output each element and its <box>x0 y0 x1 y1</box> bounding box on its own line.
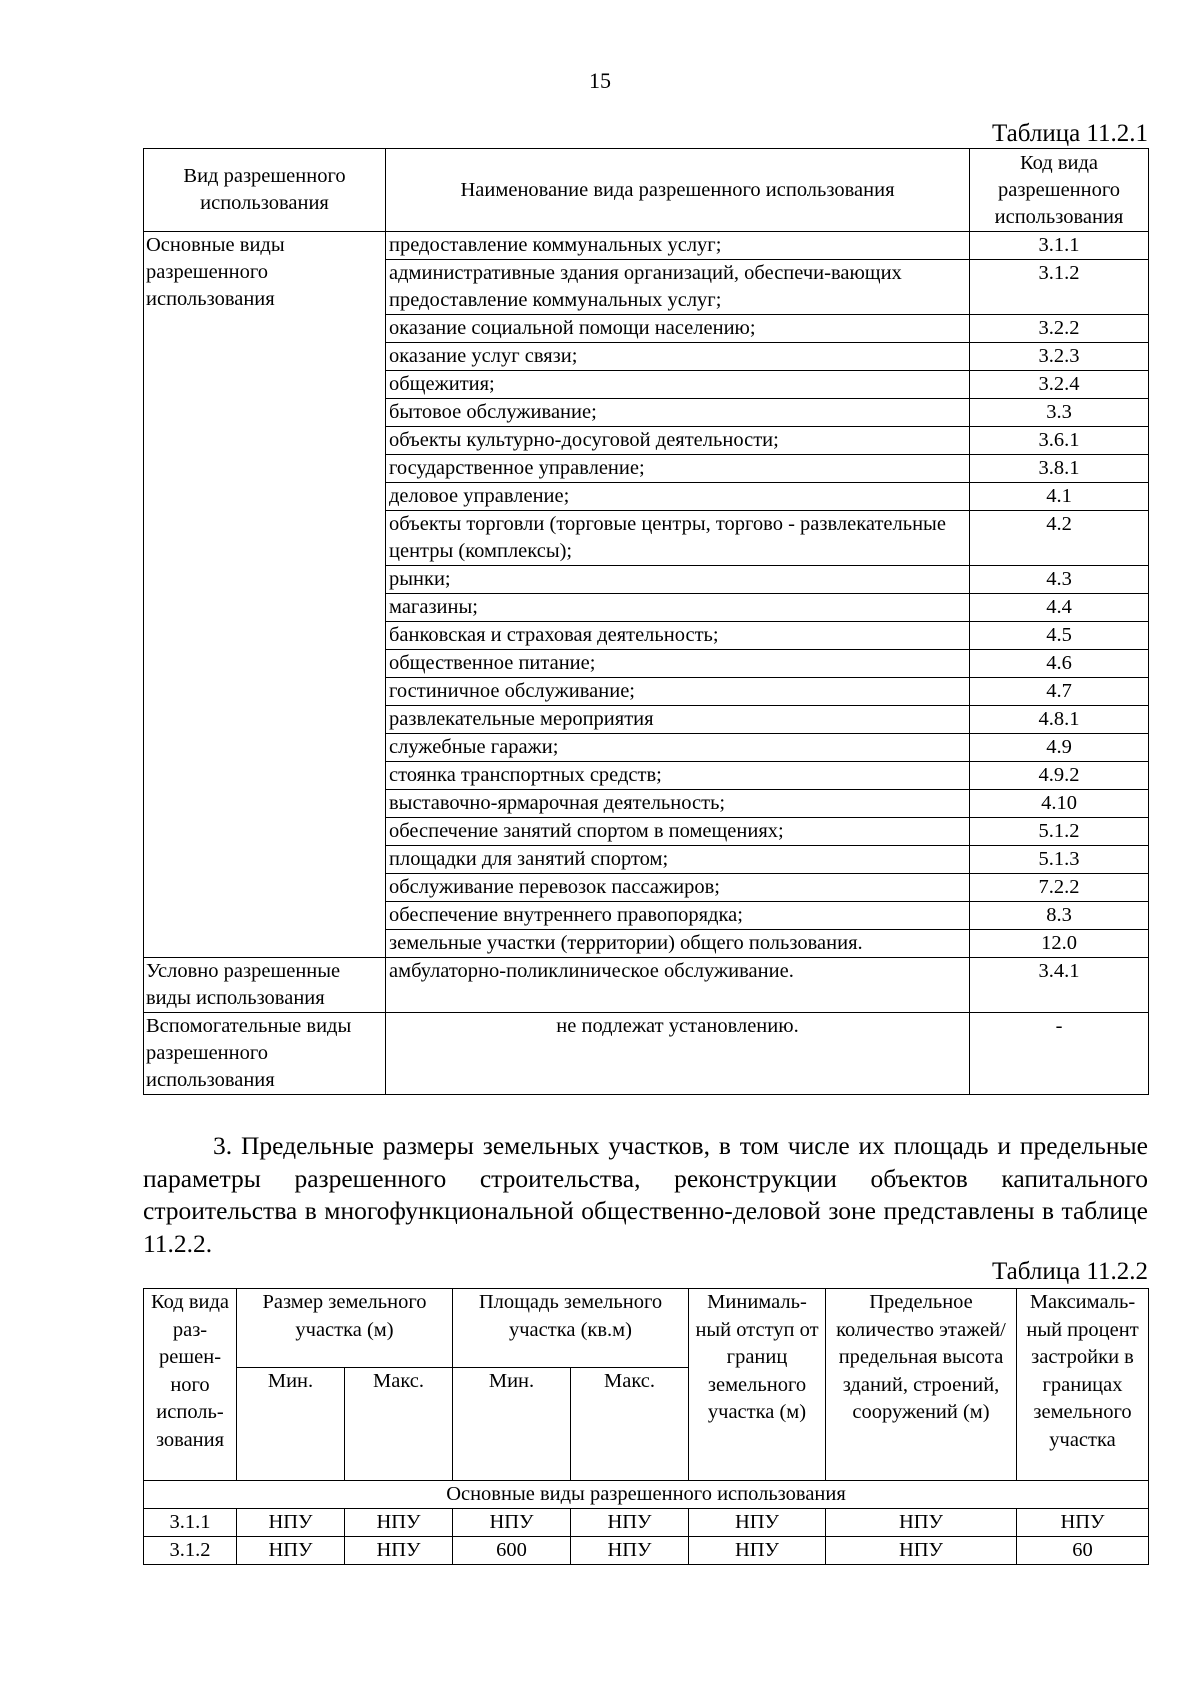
header-area-max: Макс. <box>571 1368 689 1481</box>
use-code: 4.3 <box>970 566 1149 594</box>
use-code: 3.1.1 <box>970 232 1149 260</box>
cell-code: 3.1.2 <box>144 1537 237 1565</box>
header-use-name: Наименование вида разрешенного использования <box>386 149 970 232</box>
cell-percent: НПУ <box>1017 1509 1149 1537</box>
header-floors: Предельное количество этажей/ предельная высота зданий, строений, сооружений (м) <box>826 1289 1017 1481</box>
use-code: 3.6.1 <box>970 427 1149 455</box>
plot-parameters-table <box>143 1288 1149 1565</box>
header-use-type: Вид разрешенного использования <box>144 149 386 232</box>
use-name: развлекательные мероприятия <box>386 706 970 734</box>
page-number: 15 <box>589 68 611 93</box>
header-min-offset: Минималь-ный отступ от границ земельного участка (м) <box>689 1289 826 1481</box>
use-code: 4.9.2 <box>970 762 1149 790</box>
use-code: 12.0 <box>970 930 1149 958</box>
use-code: 4.6 <box>970 650 1149 678</box>
use-code: 4.1 <box>970 483 1149 511</box>
table-row <box>144 1013 1149 1095</box>
use-name: общественное питание; <box>386 650 970 678</box>
cell-size-min: НПУ <box>237 1509 345 1537</box>
header-use-code: Код вида разрешенного использования <box>970 149 1149 232</box>
permitted-use-table <box>143 148 1149 1095</box>
cell-offset: НПУ <box>689 1509 826 1537</box>
use-name: объекты культурно-досуговой деятельности; <box>386 427 970 455</box>
table-2-caption: Таблица 11.2.2 <box>992 1258 1148 1285</box>
use-name: бытовое обслуживание; <box>386 399 970 427</box>
use-name: административные здания организаций, обеспечи-вающих предоставление коммунальных услуг; <box>386 260 970 315</box>
use-code: 5.1.3 <box>970 846 1149 874</box>
use-code: 3.2.2 <box>970 315 1149 343</box>
use-name: общежития; <box>386 371 970 399</box>
cell-floors: НПУ <box>826 1537 1017 1565</box>
use-code: 4.7 <box>970 678 1149 706</box>
header-max-percent: Максималь-ный процент застройки в границах земельного участка <box>1017 1289 1149 1481</box>
cell-offset: НПУ <box>689 1537 826 1565</box>
use-code: 4.2 <box>970 511 1149 566</box>
use-name: оказание социальной помощи населению; <box>386 315 970 343</box>
section-row <box>144 1481 1149 1509</box>
use-code: 5.1.2 <box>970 818 1149 846</box>
table-row <box>144 1537 1149 1565</box>
header-area-min: Мин. <box>453 1368 571 1481</box>
use-code: 7.2.2 <box>970 874 1149 902</box>
use-code: 3.1.2 <box>970 260 1149 315</box>
paragraph-3: 3. Предельные размеры земельных участков, в том числе их площадь и предельные параметры разрешенного строительства, реконструкции объектов капитального строительства в многофункциональной общественно-деловой зоне представлены в таблице 11.2.2. <box>143 1131 1148 1258</box>
use-category: Вспомогательные виды разрешенного использования <box>144 1013 386 1095</box>
use-name: обеспечение внутреннего правопорядка; <box>386 902 970 930</box>
use-name: предоставление коммунальных услуг; <box>386 232 970 260</box>
use-code: 3.2.4 <box>970 371 1149 399</box>
table-row <box>144 958 1149 1013</box>
use-category: Условно разрешенные виды использования <box>144 958 386 1013</box>
use-name: земельные участки (территории) общего пользования. <box>386 930 970 958</box>
use-name: выставочно-ярмарочная деятельность; <box>386 790 970 818</box>
use-name: площадки для занятий спортом; <box>386 846 970 874</box>
use-code: 3.2.3 <box>970 343 1149 371</box>
table-2-header-row <box>144 1289 1149 1368</box>
use-code: 4.10 <box>970 790 1149 818</box>
use-code: 3.8.1 <box>970 455 1149 483</box>
cell-size-max: НПУ <box>345 1537 453 1565</box>
use-name: стоянка транспортных средств; <box>386 762 970 790</box>
cell-area-min: 600 <box>453 1537 571 1565</box>
header-size-min: Мин. <box>237 1368 345 1481</box>
use-name: обслуживание перевозок пассажиров; <box>386 874 970 902</box>
use-name: обеспечение занятий спортом в помещениях; <box>386 818 970 846</box>
cell-area-min: НПУ <box>453 1509 571 1537</box>
header-plot-size: Размер земельного участка (м) <box>237 1289 453 1368</box>
use-name: оказание услуг связи; <box>386 343 970 371</box>
header-plot-area: Площадь земельного участка (кв.м) <box>453 1289 689 1368</box>
section-title: Основные виды разрешенного использования <box>144 1481 1149 1509</box>
use-name: банковская и страховая деятельность; <box>386 622 970 650</box>
use-code: 4.4 <box>970 594 1149 622</box>
use-code: 3.3 <box>970 399 1149 427</box>
use-code: 4.9 <box>970 734 1149 762</box>
cell-floors: НПУ <box>826 1509 1017 1537</box>
table-header-row <box>144 149 1149 232</box>
use-name: не подлежат установлению. <box>386 1013 970 1095</box>
use-category: Основные виды разрешенного использования <box>144 232 386 958</box>
use-name: объекты торговли (торговые центры, торгово - развлекательные центры (комплексы); <box>386 511 970 566</box>
use-code: 4.8.1 <box>970 706 1149 734</box>
cell-area-max: НПУ <box>571 1537 689 1565</box>
header-size-max: Макс. <box>345 1368 453 1481</box>
use-name: государственное управление; <box>386 455 970 483</box>
use-name: рынки; <box>386 566 970 594</box>
use-name: деловое управление; <box>386 483 970 511</box>
header-code: Код вида раз-решен-ного исполь-зования <box>144 1289 237 1481</box>
cell-area-max: НПУ <box>571 1509 689 1537</box>
use-code: 4.5 <box>970 622 1149 650</box>
cell-code: 3.1.1 <box>144 1509 237 1537</box>
use-name: амбулаторно-поликлиническое обслуживание. <box>386 958 970 1013</box>
cell-size-min: НПУ <box>237 1537 345 1565</box>
table-1-caption: Таблица 11.2.1 <box>992 120 1148 147</box>
use-name: гостиничное обслуживание; <box>386 678 970 706</box>
use-code: 8.3 <box>970 902 1149 930</box>
use-name: магазины; <box>386 594 970 622</box>
table-row <box>144 1509 1149 1537</box>
use-name: служебные гаражи; <box>386 734 970 762</box>
use-code: 3.4.1 <box>970 958 1149 1013</box>
table-row <box>144 232 1149 260</box>
use-code: - <box>970 1013 1149 1095</box>
cell-percent: 60 <box>1017 1537 1149 1565</box>
cell-size-max: НПУ <box>345 1509 453 1537</box>
